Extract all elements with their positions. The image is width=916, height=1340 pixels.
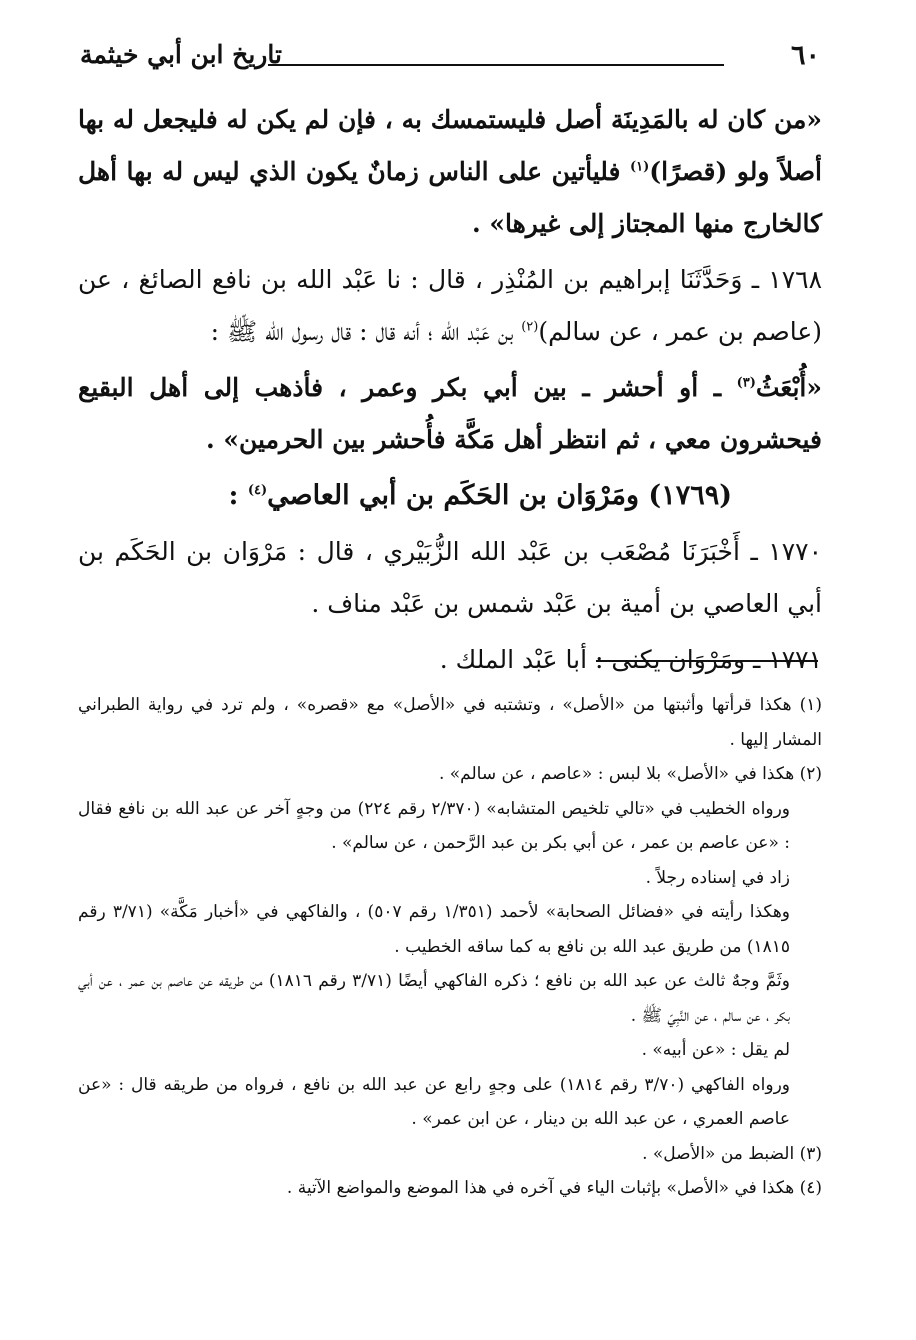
main-text <box>78 94 822 690</box>
running-title: تاريخ ابن أبي خيثمة <box>80 40 282 69</box>
hadith-text-1767 <box>78 94 822 250</box>
footnote-separator <box>596 660 818 662</box>
text-run: ـ أو أحشر ـ بين أبي بكر وعمر ، فأذهب إلى أهل البقيع فيحشرون معي ، ثم انتظر أهل مَكَّة فأُحشر بين الحرمين» . <box>78 373 822 454</box>
page-number: ٦٠ <box>790 40 820 71</box>
text-run: «أُبْعَثُ <box>755 373 822 402</box>
text-run: بن عَبْد الله ؛ أنه قال : قال رسول الله ﷺ : <box>210 317 522 346</box>
footnote-marker-1: (١) <box>630 159 650 175</box>
hadith-text-1768 <box>78 362 822 466</box>
isnad-1768 <box>78 254 822 358</box>
footnote-2: (٢) هكذا في «الأصل» بلا لبس : «عاصم ، عن سالم» . <box>438 764 822 784</box>
entry-heading-1769 <box>78 470 732 522</box>
header-rule <box>268 64 724 66</box>
footnote-marker-3: (٣) <box>736 375 756 391</box>
page-header <box>78 38 822 78</box>
footnote-2-continuation: زاد في إسناده رجلاً . <box>645 867 790 888</box>
footnote-1: (١) هكذا قرأتها وأثبتها من «الأصل» ، وتشتبه في «الأصل» مع «قصره» ، ولم ترد في رواية الطبراني المشار إليها . <box>78 695 822 750</box>
heading-colon: : <box>228 480 248 511</box>
text-run: فليأتين على الناس زمانٌ يكون الذي ليس له بها أهل كالخارج منها المجتاز إلى غيرها» . <box>78 157 822 238</box>
footnote-marker-4: (٤) <box>247 483 268 498</box>
footnote-2-continuation: لم يقل : «عن أبيه» . <box>641 1040 790 1060</box>
footnotes <box>78 688 822 1206</box>
footnote-4: (٤) هكذا في «الأصل» بإثبات الياء في آخره في هذا الموضع والمواضع الآتية . <box>286 1178 822 1198</box>
report-1771: ١٧٧١ ـ ومَرْوَان يكنى : أبا عَبْد الملك . <box>439 645 822 674</box>
footnote-marker-2: (٢) <box>521 319 539 335</box>
footnote-2-continuation: وثَمَّ وجهٌ ثالث عن عبد الله بن نافع ؛ ذكره الفاكهي أيضًا (٣/٧١ رقم ١٨١٦) من طريقه عن عاصم بن عمر ، عن أبي بكر ، عن سالم ، عن النَّبِيّ ﷺ . <box>78 971 790 1026</box>
footnote-2-continuation: وهكذا رأيته في «فضائل الصحابة» لأحمد (١/٣٥١ رقم ٥٠٧) ، والفاكهي في «أخبار مَكَّة» (٣/٧١ رقم ١٨١٥) من طريق عبد الله بن نافع به كما ساقه الخطيب . <box>78 902 790 957</box>
heading-text: (١٧٦٩) ومَرْوَان بن الحَكَم بن أبي العاصي <box>267 480 732 511</box>
footnote-2-continuation: ورواه الفاكهي (٣/٧٠ رقم ١٨١٤) على وجهٍ رابع عن عبد الله بن نافع ، فرواه من طريقه قال : «عن عاصم العمري ، عن عبد الله بن دينار ، عن ابن عمر» . <box>78 1074 790 1129</box>
text-run: ١٧٦٨ ـ وَحَدَّثَنَا إبراهيم بن المُنْذِر ، قال : نا عَبْد الله بن نافع الصائغ ، عن (عاصم بن عمر ، عن سالم) <box>78 265 822 346</box>
footnote-3: (٣) الضبط من «الأصل» . <box>642 1143 822 1164</box>
footnote-2-continuation: ورواه الخطيب في «تالي تلخيص المتشابه» (٢/٣٧٠ رقم ٢٢٤) من وجهٍ آخر عن عبد الله بن نافع فقال : «عن عاصم بن عمر ، عن أبي بكر بن عبد الرَّحمن ، عن سالم» . <box>78 798 790 853</box>
report-1770: ١٧٧٠ ـ أَخْبَرَنَا مُصْعَب بن عَبْد الله الزُّبَيْري ، قال : مَرْوَان بن الحَكَم بن أبي العاصي بن أمية بن عَبْد شمس بن عَبْد مناف . <box>78 537 822 618</box>
text-run: «من كان له بالمَدِينَة أصل فليستمسك به ، فإن لم يكن له فليجعل له بها أصلاً ولو (قصرًا) <box>78 105 822 186</box>
